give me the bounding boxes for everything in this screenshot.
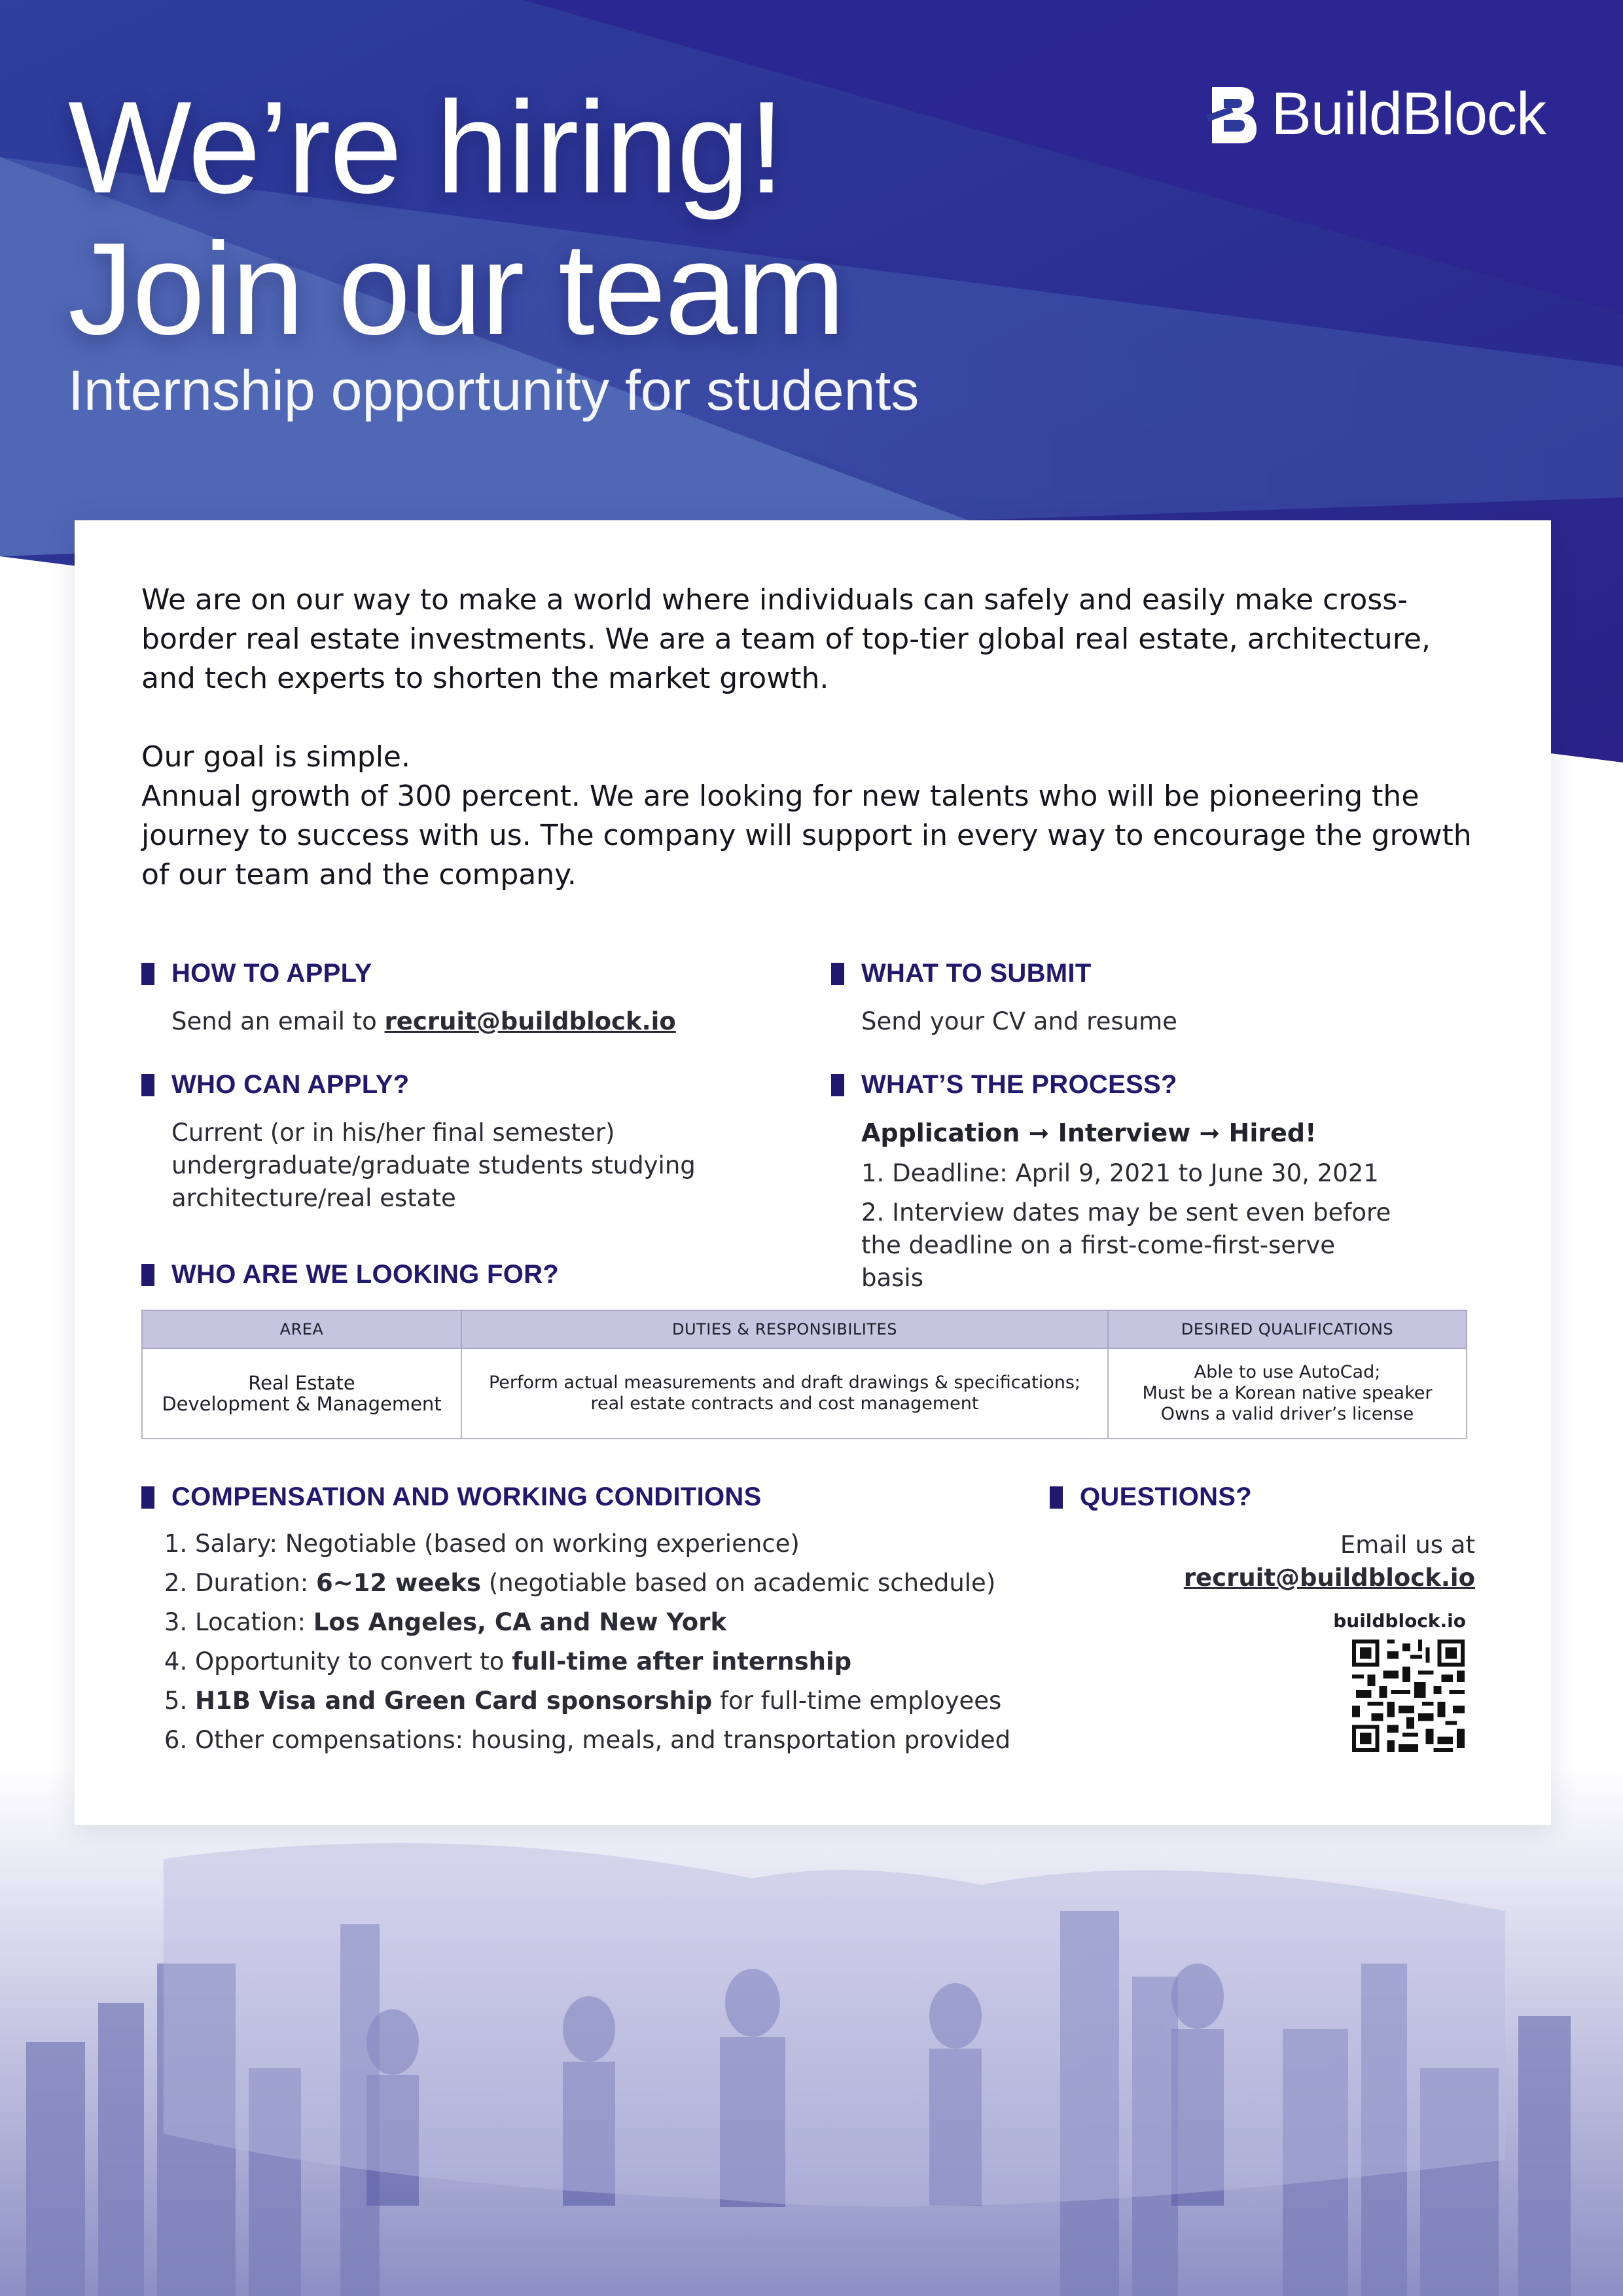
item-bold: 6~12 weeks: [315, 1569, 482, 1597]
table-header-row: [142, 1310, 1467, 1348]
item-bold: full-time after internship: [512, 1647, 852, 1676]
process-steps: [861, 1157, 1472, 1295]
what-to-submit-section: [831, 959, 1486, 1038]
intro-text: [141, 581, 1489, 895]
area-line-1: Real Estate: [248, 1372, 355, 1394]
questions-text: Email us at: [1340, 1531, 1475, 1559]
compensation-item: [195, 1606, 1058, 1639]
item-text: Duration:: [195, 1569, 316, 1597]
questions-email-link[interactable]: recruit@buildblock.io: [1183, 1564, 1475, 1592]
qualification-line-3: Owns a valid driver’s license: [1160, 1404, 1414, 1424]
column-header-qualifications: DESIRED QUALIFICATIONS: [1108, 1310, 1467, 1348]
what-to-submit-body: Send your CV and resume: [861, 1007, 1177, 1035]
questions-title: QUESTIONS?: [1080, 1482, 1253, 1511]
process-step: 1. Deadline: April 9, 2021 to June 30, 2021: [861, 1157, 1472, 1190]
heading-marker: [831, 1074, 844, 1096]
who-can-apply-line-2: undergraduate/graduate students studying: [171, 1151, 696, 1179]
compensation-item: [195, 1724, 1058, 1757]
compensation-body: [171, 1528, 1058, 1757]
duties-line-1: Perform actual measurements and draft drawings & specifications;: [488, 1372, 1080, 1393]
headline-line-2: Join our team: [68, 216, 844, 362]
cell-qualifications: [1108, 1348, 1467, 1439]
questions-body: [1050, 1529, 1475, 1594]
compensation-item: [195, 1645, 1058, 1678]
process-section: [831, 1070, 1472, 1301]
who-can-apply-heading: [141, 1070, 796, 1100]
heading-marker: [1050, 1486, 1063, 1509]
process-body: [861, 1117, 1472, 1295]
item-bold: Los Angeles, CA and New York: [313, 1608, 727, 1636]
how-to-apply-body: [171, 1005, 796, 1038]
handshake-city-illustration: [0, 1767, 1623, 2296]
what-to-submit-heading: [831, 959, 1486, 988]
what-to-submit-title: WHAT TO SUBMIT: [861, 959, 1092, 988]
heading-marker: [141, 1486, 154, 1509]
duties-line-2: real estate contracts and cost management: [590, 1393, 979, 1414]
how-to-apply-section: [141, 959, 796, 1038]
cell-area: [142, 1348, 461, 1439]
who-can-apply-section: [141, 1070, 796, 1215]
headline: [68, 77, 844, 360]
heading-marker: [141, 963, 154, 985]
content-card: [75, 520, 1551, 1825]
looking-for-heading: [141, 1260, 927, 1289]
process-heading: [831, 1070, 1472, 1100]
item-text: (negotiable based on academic schedule): [481, 1569, 996, 1597]
positions-table: [141, 1310, 1467, 1439]
apply-email-link[interactable]: recruit@buildblock.io: [384, 1007, 676, 1035]
item-text: Salary: Negotiable (based on working experience): [195, 1530, 800, 1558]
subheadline: Internship opportunity for students: [68, 359, 919, 422]
compensation-item: [195, 1528, 1058, 1560]
questions-section: [1050, 1482, 1475, 1594]
item-text: Opportunity to convert to: [195, 1647, 512, 1676]
process-title: WHAT’S THE PROCESS?: [861, 1070, 1177, 1099]
intro-goal-line: Our goal is simple.: [141, 740, 410, 774]
brand-logo[interactable]: [1207, 80, 1546, 149]
headline-line-1: We’re hiring!: [68, 75, 783, 221]
compensation-item: [195, 1567, 1058, 1600]
item-text: Location:: [195, 1608, 313, 1636]
heading-marker: [141, 1264, 154, 1286]
how-to-apply-title: HOW TO APPLY: [171, 959, 372, 988]
item-text: Other compensations: housing, meals, and transportation provided: [195, 1726, 1011, 1754]
qualification-line-2: Must be a Korean native speaker: [1142, 1383, 1433, 1403]
intro-paragraph-2: Annual growth of 300 percent. We are looking for new talents who will be pioneering the journey to success with us. The company will support in every way to encourage the growth of our team and the company.: [141, 780, 1472, 891]
compensation-section: [141, 1482, 1058, 1763]
item-text: for full-time employees: [712, 1687, 1002, 1715]
cell-duties: [461, 1348, 1108, 1439]
compensation-item: [195, 1685, 1058, 1717]
process-step: 2. Interview dates may be sent even before the deadline on a first-come-first-serve basis: [861, 1196, 1398, 1295]
heading-marker: [141, 1074, 154, 1096]
who-can-apply-line-3: architecture/real estate: [171, 1184, 456, 1212]
qualification-line-1: Able to use AutoCad;: [1194, 1362, 1381, 1382]
item-bold: H1B Visa and Green Card sponsorship: [195, 1687, 713, 1715]
column-header-area: AREA: [142, 1310, 461, 1348]
compensation-heading: [141, 1482, 1058, 1512]
heading-marker: [831, 963, 844, 985]
who-can-apply-line-1: Current (or in his/her final semester): [171, 1119, 615, 1147]
qr-code-icon[interactable]: [1352, 1640, 1465, 1752]
looking-for-title: WHO ARE WE LOOKING FOR?: [171, 1260, 560, 1289]
how-to-apply-text: Send an email to: [171, 1007, 377, 1035]
column-header-duties: DUTIES & RESPONSIBILITES: [461, 1310, 1108, 1348]
brand-name: BuildBlock: [1271, 81, 1546, 147]
area-line-2: Development & Management: [162, 1393, 442, 1415]
compensation-list: [171, 1528, 1058, 1757]
looking-for-section: [141, 1260, 927, 1289]
questions-heading: [1050, 1482, 1475, 1512]
qr-label: buildblock.io: [1333, 1610, 1466, 1632]
who-can-apply-title: WHO CAN APPLY?: [171, 1070, 410, 1099]
process-flow: Application ➞ Interview ➞ Hired!: [861, 1119, 1317, 1147]
table-row: [142, 1348, 1467, 1439]
intro-paragraph-1: We are on our way to make a world where individuals can safely and easily make cross-border real estate investments. We are a team of top-tier global real estate, architecture, and tech experts to shorten the market growth.: [141, 583, 1431, 695]
buildblock-logo-icon: [1207, 82, 1259, 147]
how-to-apply-heading: [141, 959, 796, 988]
compensation-title: COMPENSATION AND WORKING CONDITIONS: [171, 1482, 762, 1511]
who-can-apply-body: [171, 1117, 796, 1215]
